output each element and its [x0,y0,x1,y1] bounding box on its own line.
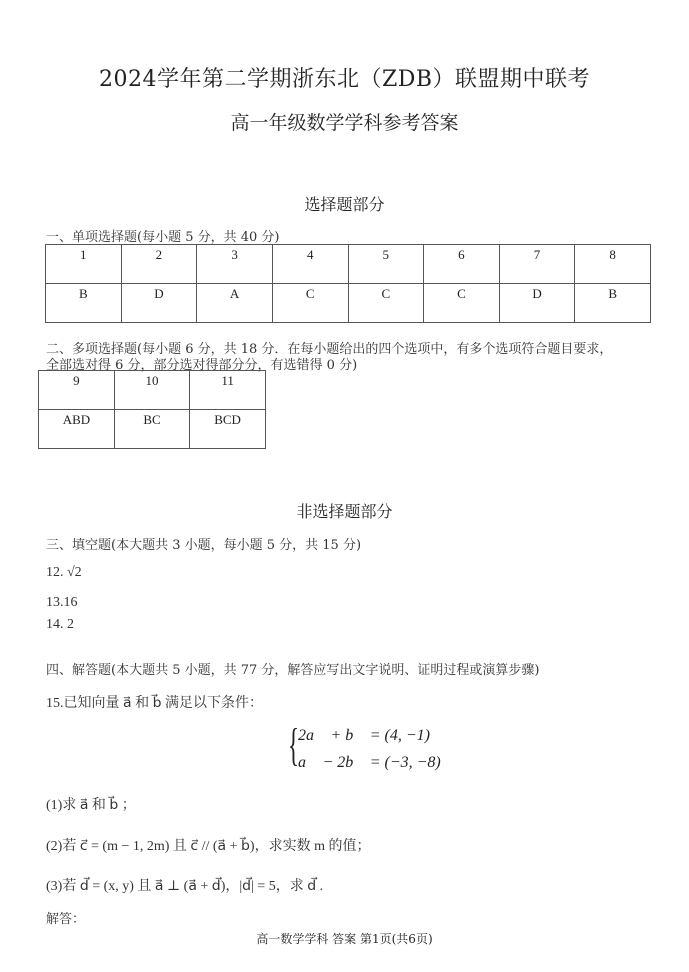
equation-2: a⃗ − 2b⃗ = (−3, −8) [298,754,441,771]
question-number: 3 [197,245,273,284]
answer-cell: BC [114,410,189,449]
answer-cell: D [499,284,575,323]
answer-13: 13.16 [46,595,78,610]
answer-cell: C [272,284,348,323]
question-number: 6 [424,245,500,284]
answer-cell: C [424,284,500,323]
question-number: 4 [272,245,348,284]
document-subtitle: 高一年级数学学科参考答案 [230,112,459,134]
answer-cell: D [121,284,197,323]
question-number: 8 [575,245,651,284]
answer-cell: A [197,284,273,323]
question-15-part3: (3)若 d⃗ = (x, y) 且 a⃗ ⊥ (a⃗ + d⃗)，|d⃗| = 5，求 d⃗ . [46,879,324,894]
question-number: 5 [348,245,424,284]
table-row-numbers [46,245,651,284]
answer-14: 14. 2 [46,617,74,632]
answer-cell: B [575,284,651,323]
part3-heading: 三、填空题(本大题共 3 小题，每小题 5 分，共 15 分) [46,538,362,553]
question-15-intro: 15.已知向量 a⃗ 和 b⃗ 满足以下条件： [46,696,263,711]
page-footer: 高一数学学科 答案 第1页(共6页) [256,932,433,946]
equation-system-brace: { [288,719,300,770]
question-number: 11 [190,371,266,410]
table-row-answers [39,410,266,449]
section-nonchoice-heading: 非选择题部分 [296,502,393,521]
table-row-numbers [39,371,266,410]
section-choice-heading: 选择题部分 [304,195,385,214]
answer-cell: B [46,284,122,323]
answer-cell: C [348,284,424,323]
multi-choice-answer-table [38,370,266,449]
part2-heading-line2: 全部选对得 6 分，部分选对得部分分，有选错得 0 分) [46,358,358,373]
question-number: 2 [121,245,197,284]
document-title: 2024学年第二学期浙东北（ZDB）联盟期中联考 [98,67,591,92]
answer-label: 解答： [46,912,86,927]
table-row-answers [46,284,651,323]
question-number: 1 [46,245,122,284]
question-number: 10 [114,371,189,410]
single-choice-answer-table [45,244,651,323]
question-number: 7 [499,245,575,284]
answer-12: 12. √2 [46,565,82,580]
question-15-part2: (2)若 c⃗ = (m − 1, 2m) 且 c⃗ // (a⃗ + b⃗)，求实数 m 的值； [46,839,371,854]
question-number: 9 [39,371,115,410]
part2-heading-line1: 二、多项选择题(每小题 6 分，共 18 分．在每小题给出的四个选项中，有多个选项符合题目要求， [46,342,613,357]
part4-heading: 四、解答题(本大题共 5 小题，共 77 分，解答应写出文字说明、证明过程或演算步骤) [46,663,540,678]
question-15-part1: (1)求 a⃗ 和 b⃗ ； [46,798,136,813]
part1-heading: 一、单项选择题(每小题 5 分，共 40 分) [46,230,280,245]
equation-1: 2a⃗ + b⃗ = (4, −1) [298,727,430,744]
answer-cell: BCD [190,410,266,449]
answer-cell: ABD [39,410,115,449]
